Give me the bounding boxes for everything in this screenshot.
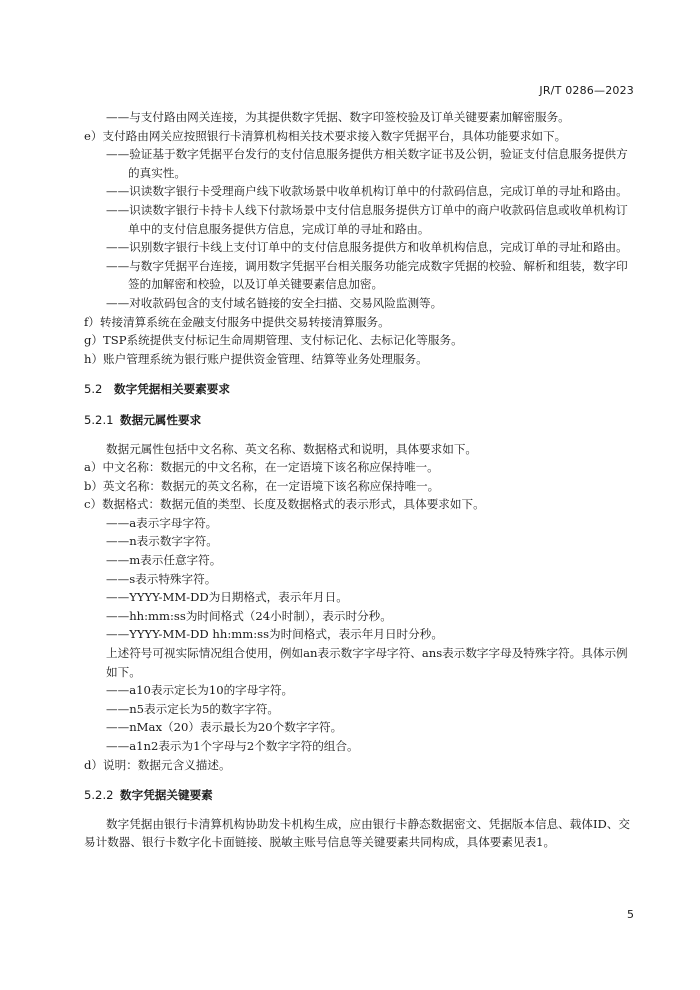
dash-item: ——m表示任意字符。 [106,553,222,568]
page-content [84,108,634,852]
dash-item: ——YYYY-MM-DD为日期格式，表示年月日。 [106,590,348,605]
list-item: d）说明：数据元含义描述。 [84,757,231,772]
list-item: g）TSP系统提供支付标记生命周期管理、支付标记化、去标记化等服务。 [84,333,463,348]
paragraph: 数据元属性包括中文名称、英文名称、数据格式和说明，具体要求如下。 [106,441,478,456]
paragraph: 数字凭据由银行卡清算机构协助发卡机构生成，应由银行卡静态数据密文、凭据版本信息、载体ID、交易计数器、银行卡数字化卡面链接、脱敏主账号信息等关键要素共同构成，具体要素见表1。 [84,816,631,850]
dash-item: ——验证基于数字凭据平台发行的支付信息服务提供方相关数字证书及公钥，验证支付信息服务提供方的真实性。 [106,147,628,180]
list-item: h）账户管理系统为银行账户提供资金管理、结算等业务处理服务。 [84,351,428,366]
dash-item: ——n5表示定长为5的数字字符。 [106,701,279,716]
dash-item: ——n表示数字字符。 [106,534,218,549]
page-number: 5 [627,908,634,921]
list-item: a）中文名称：数据元的中文名称，在一定语境下该名称应保持唯一。 [84,460,439,475]
dash-item: ——识读数字银行卡受理商户线下收款场景中收单机构订单中的付款码信息，完成订单的寻址和路由。 [106,184,628,199]
list-item: b）英文名称：数据元的英文名称，在一定语境下该名称应保持唯一。 [84,478,440,493]
dash-item: ——s表示特殊字符。 [106,571,217,586]
list-item: c）数据格式：数据元值的类型、长度及数据格式的表示形式，具体要求如下。 [84,497,485,512]
list-item: e）支付路由网关应按照银行卡清算机构相关技术要求接入数字凭据平台，具体功能要求如下。 [84,128,567,143]
document-code: JR/T 0286—2023 [539,84,634,97]
dash-item: ——YYYY-MM-DD hh:mm:ss为时间格式，表示年月日时分秒。 [106,627,443,642]
dash-item: ——与数字凭据平台连接，调用数字凭据平台相关服务功能完成数字凭据的校验、解析和组装，数字印签的加解密和校验，以及订单关键要素信息加密。 [106,258,628,292]
section-number: 5.2.2 [84,788,114,803]
dash-item: ——a表示字母字符。 [106,515,218,530]
dash-item: ——与支付路由网关连接，为其提供数字凭据、数字印签校验及订单关键要素加解密服务。 [106,110,570,124]
list-mid [84,440,634,775]
dash-item: ——nMax（20）表示最长为20个数字字符。 [106,720,343,735]
dash-item: ——识别数字银行卡线上支付订单中的支付信息服务提供方和收单机构信息，完成订单的寻址和路由。 [106,240,628,255]
section-title: 数字凭据相关要素要求 [114,382,230,397]
dash-item: ——a1n2表示为1个字母与2个数字字符的组合。 [106,739,359,753]
section-number: 5.2 [84,382,103,397]
dash-item: ——a10表示定长为10的字母字符。 [106,683,294,698]
section-heading-5-2 [84,380,634,399]
list-item: f）转接清算系统在金融支付服务中提供交易转接清算服务。 [84,314,390,329]
paragraph: 上述符号可视实际情况组合使用，例如an表示数字字母字符、ans表示数字字母及特殊字符。具体示例如下。 [106,646,628,679]
section-title: 数据元属性要求 [120,412,202,427]
section-number: 5.2.1 [84,412,114,427]
section-heading-5-2-1 [84,411,634,430]
dash-item: ——hh:mm:ss为时间格式（24小时制），表示时分秒。 [106,608,392,623]
section-title: 数字凭据关键要素 [120,788,213,803]
dash-item: ——对收款码包含的支付域名链接的安全扫描、交易风险监测等。 [106,295,443,310]
section-heading-5-2-2 [84,786,634,805]
list-top [84,108,634,368]
dash-item: ——识读数字银行卡持卡人线下付款场景中支付信息服务提供方订单中的商户收款码信息或收单机构订单中的支付信息服务提供方信息，完成订单的寻址和路由。 [106,202,628,236]
